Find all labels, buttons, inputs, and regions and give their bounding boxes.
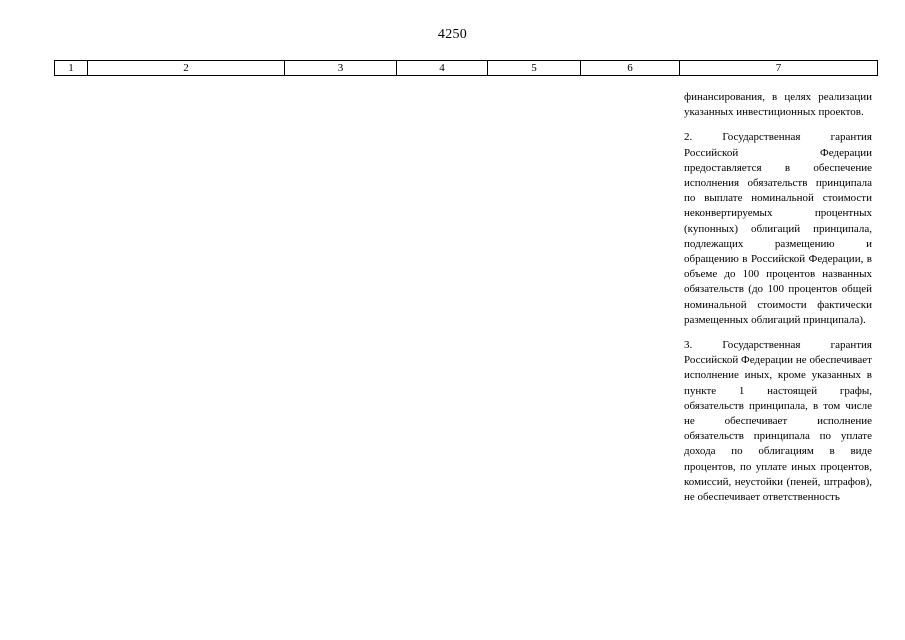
column-number-cell: 6 <box>581 61 680 76</box>
paragraph: финансирования, в целях реализации указанных инвестиционных проектов. <box>684 91 872 119</box>
column-number-cell: 3 <box>285 61 397 76</box>
column-number-cell: 5 <box>488 61 581 76</box>
column-number-cell: 2 <box>88 61 285 76</box>
column-number-cell: 4 <box>397 61 488 76</box>
column-number-header <box>54 60 878 76</box>
column-number-cell: 1 <box>55 61 88 76</box>
column-number-cell: 7 <box>680 61 878 76</box>
paragraph: 2. Государственная гарантия Российской Федерации предоставляется в обеспечение исполнения обязательств принципала по выплате номинальной стоимости неконвертируемых процентных (купонных) облигаций принципала, подлежащих размещению и обращению в Российской Федерации, в объеме до 100 процентов названных обязательств (до 100 процентов общей номинальной стоимости фактически размещенных облигаций принципала). <box>684 131 872 326</box>
column-7-text <box>684 90 872 505</box>
paragraph: 3. Государственная гарантия Российской Федерации не обеспечивает исполнение иных, кроме указанных в пункте 1 настоящей графы, обязательств принципала, в том числе не обеспечивает исполнение обязательств принципала по уплате дохода по облигациям в виде процентов, по уплате иных процентов, комиссий, неустойки (пеней, штрафов), не обеспечивает ответственность <box>684 339 872 504</box>
page-number: 4250 <box>437 27 468 42</box>
